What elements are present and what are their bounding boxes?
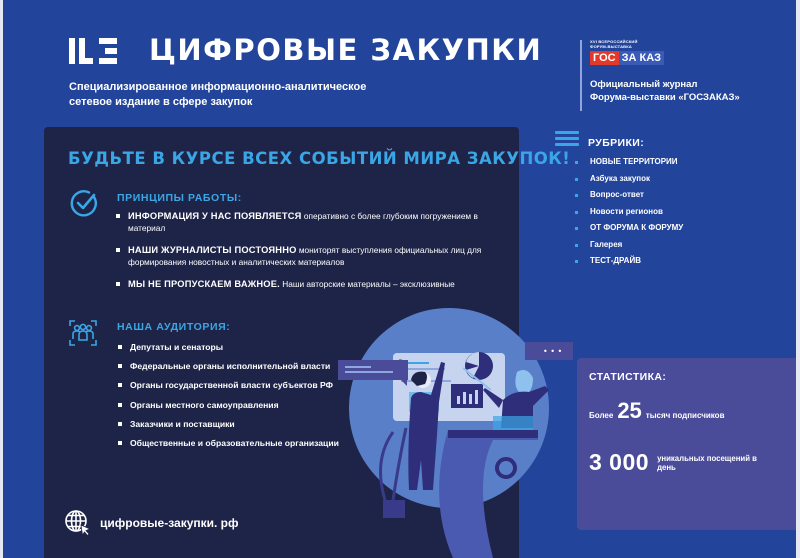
principle-text: мониторят выступления официальных лиц для формирования новостных и аналитических материалов <box>128 245 482 267</box>
subscribers-value: 25 <box>617 398 642 423</box>
goszakaz-logo <box>590 51 740 65</box>
subscribers-prefix: Более <box>589 411 614 420</box>
subtitle-line-2: сетевое издание в сфере закупок <box>69 96 253 108</box>
principle-text: оперативно с более глубоким погружением в материал <box>128 211 478 233</box>
rubric-item[interactable]: НОВЫЕ ТЕРРИТОРИИ <box>575 154 683 171</box>
brand-logo <box>69 33 543 67</box>
principle-bold: НАШИ ЖУРНАЛИСТЫ ПОСТОЯННО <box>128 245 297 255</box>
partner-small-line-1: XVI ВСЕРОССИЙСКИЙ <box>590 39 638 44</box>
visits-stat <box>589 449 777 476</box>
rubric-item[interactable]: Галерея <box>575 237 683 254</box>
goszakaz-logo-blue: ЗА КАЗ <box>619 51 664 65</box>
statistics-heading: СТАТИСТИКА: <box>589 371 667 383</box>
partner-small-text <box>590 40 640 49</box>
partner-small-line-2: ФОРУМ-ВЫСТАВКА <box>590 43 632 49</box>
rubrics-heading: РУБРИКИ: <box>588 137 645 149</box>
website-label: цифровые-закупки. рф <box>100 516 239 530</box>
audience-item: Органы местного самоуправления <box>118 399 378 411</box>
checkmark-circle-icon <box>70 189 98 217</box>
audience-item: Заказчики и поставщики <box>118 418 378 430</box>
rubric-item[interactable]: ТЕСТ-ДРАЙВ <box>575 253 683 270</box>
partner-block <box>580 40 740 111</box>
visits-desc: уникальных посещений в день <box>657 453 757 472</box>
principle-item <box>116 278 506 290</box>
presentation-illustration <box>333 300 583 558</box>
rubrics-list <box>575 154 683 270</box>
audience-item: Депутаты и сенаторы <box>118 341 378 353</box>
globe-cursor-icon <box>64 509 92 537</box>
audience-item: Федеральные органы исполнительной власти <box>118 360 378 372</box>
principle-bold: МЫ НЕ ПРОПУСКАЕМ ВАЖНОЕ. <box>128 279 280 289</box>
rubric-item[interactable]: Новости регионов <box>575 204 683 221</box>
statistics-box <box>577 358 796 530</box>
principle-bold: ИНФОРМАЦИЯ У НАС ПОЯВЛЯЕТСЯ <box>128 211 302 221</box>
partner-caption <box>590 78 740 104</box>
brand-title: ЦИФРОВЫЕ ЗАКУПКИ <box>149 33 543 67</box>
partner-caption-line-1: Официальный журнал <box>590 79 698 90</box>
flyer-page <box>3 0 796 558</box>
audience-item: Общественные и образовательные организации <box>118 437 378 449</box>
principles-list <box>116 210 506 300</box>
menu-lines-icon <box>555 131 579 145</box>
principles-heading: ПРИНЦИПЫ РАБОТЫ: <box>117 192 242 204</box>
svg-text:• • •: • • • <box>543 347 563 356</box>
audience-group-icon <box>69 320 97 346</box>
subscribers-stat <box>589 398 724 424</box>
principle-text: Наши авторские материалы – эксклюзивные <box>279 279 455 289</box>
website-link[interactable] <box>64 509 239 537</box>
rubric-item[interactable]: ОТ ФОРУМА К ФОРУМУ <box>575 220 683 237</box>
partner-caption-line-2: Форума-выставки «ГОСЗАКАЗ» <box>590 92 740 103</box>
audience-heading: НАША АУДИТОРИЯ: <box>117 321 231 333</box>
brand-subtitle <box>69 80 366 110</box>
principle-item <box>116 210 506 234</box>
rubric-item[interactable]: Азбука закупок <box>575 171 683 188</box>
subtitle-line-1: Специализированное информационно-аналитическое <box>69 81 367 93</box>
logo-mark-icon <box>69 38 127 64</box>
subscribers-suffix: тысяч подписчиков <box>645 411 725 420</box>
rubric-item[interactable]: Вопрос-ответ <box>575 187 683 204</box>
principle-item <box>116 244 506 268</box>
visits-value: 3 000 <box>589 449 650 475</box>
goszakaz-logo-red: ГОС <box>590 51 619 65</box>
audience-item: Органы государственной власти субъектов РФ <box>118 379 378 391</box>
panel-title: БУДЬТЕ В КУРСЕ ВСЕХ СОБЫТИЙ МИРА ЗАКУПОК! <box>68 149 571 168</box>
